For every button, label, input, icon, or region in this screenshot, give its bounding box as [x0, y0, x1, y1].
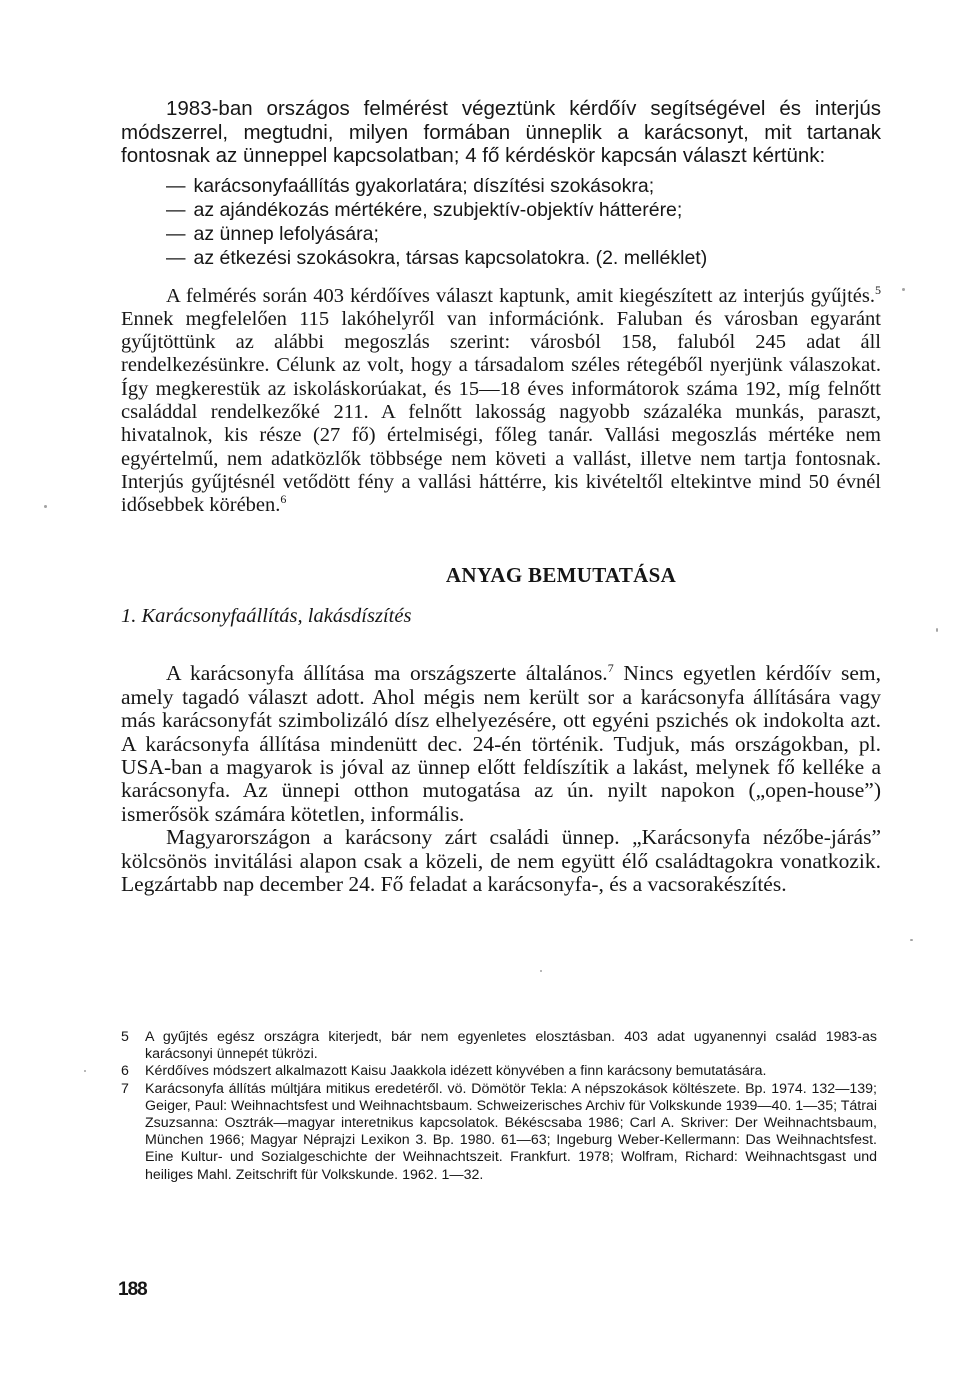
- footnote-number: 5: [121, 1029, 129, 1045]
- list-item: [166, 198, 881, 222]
- scan-speck: [936, 628, 938, 632]
- footnote-ref-5[interactable]: 5: [875, 282, 881, 297]
- dash-marker: —: [166, 174, 186, 197]
- list-item-text: az ajándékozás mértékére, szubjektív-objektív hátterére;: [193, 198, 683, 221]
- footnote-ref-7[interactable]: 7: [607, 661, 614, 676]
- christmas-tree-paragraph: [121, 662, 881, 826]
- list-item: [166, 222, 881, 246]
- list-item-text: az ünnep lefolyására;: [193, 223, 379, 246]
- scan-speck: [910, 939, 913, 941]
- dash-marker: —: [166, 198, 186, 221]
- footnote: [121, 1063, 877, 1080]
- list-item: [166, 246, 881, 270]
- list-item-text: karácsonyfaállítás gyakorlatára; díszítési szokásokra;: [193, 174, 655, 197]
- footnote-number: 7: [121, 1080, 129, 1097]
- footnote: [121, 1081, 877, 1184]
- christmas-tree-text-part1: A karácsonyfa állítása ma országszerte általános.: [166, 661, 608, 686]
- dash-marker: —: [166, 223, 186, 246]
- subsection-title: 1. Karácsonyfaállítás, lakásdíszítés: [121, 604, 412, 627]
- main-text: [121, 97, 881, 896]
- scan-speck: [44, 505, 47, 508]
- section-title: ANYAG BEMUTATÁSA: [445, 562, 677, 587]
- dash-marker: —: [166, 247, 186, 270]
- list-item-text: az étkezési szokásokra, társas kapcsolatokra. (2. melléklet): [193, 247, 708, 270]
- question-topics-list: [121, 174, 881, 271]
- survey-text-part1: A felmérés során 403 kérdőíves választ kaptunk, amit kiegészített az interjús gyűjtés.: [166, 284, 875, 307]
- list-item: [166, 174, 881, 198]
- page-number: 188: [118, 1279, 147, 1300]
- intro-paragraph: 1983-ban országos felmérést végeztünk kérdőív segítségével és interjús módszerrel, megtudni, milyen formában ünneplik a karácsonyt, mit tartanak fontosnak az ünneppel kapcsolatban; 4 fő kérdéskör kapcsán választ kértünk:: [121, 97, 881, 168]
- scan-speck: [84, 1070, 86, 1072]
- survey-text-part2: Ennek megfelelően 115 lakóhelyről van információnk. Faluban és városban egyaránt gyűjtöttünk az alábbi megoszlás szerint: városból 158, faluból 245 adat áll rendelkezésünkre. Célunk az volt, hogy a társadalom széles rétegéből nyerjünk válaszokat. Így megkerestük az iskoláskorúakat, és 15—18 éves informátorok száma 192, míg felnőtt családdal rendelkezőké 211. A felnőtt lakosság nagyobb százaléka munkás, paraszt, hivatalnok, kis része (27 fő) értelmiségi, főleg tanár. Vallási megoszlás mértéke nem egyértelmű, nem adatközlők többsége nem követi a vallást, illetve nem tartja fontosnak. Interjús gyűjtésnél vetődött fény a vallási háttérre, kis kivételtől eltekintve mind 50 évnél idősebbek körében.: [121, 307, 881, 517]
- christmas-tree-text-part2: Nincs egyetlen kérdőív sem, amely tagadó választ adott. Ahol mégis nem került sor a karácsonyfa állítására vagy más karácsonyfát szimbolizáló dísz elhelyezésére, ott egyéni pszichés ok indokolta azt. A karácsonyfa állítása mindenütt dec. 24-én történik. Tudjuk, más országokban, pl. USA-ban a magyarok is jóval az ünnep előtt feldíszítik a lakást, melynek fő kelléke a karácsonyfa. Az ünnepi otthon mutogatása az ún. nyilt napokon („open-house”) ismerősök számára kötetlen, informális.: [121, 661, 881, 826]
- footnote-text: Karácsonyfa állítás múltjára mitikus eredetéről. vö. Dömötör Tekla: A népszokások költészete. Bp. 1974. 132—139; Geiger, Paul: Weihnachtsfest und Weihnachtsbaum. Schweizerisches Archiv für Volkskunde 1939—40. 1—35; Tátrai Zsuzsanna: Osztrák—magyar interetnikus kapcsolatok. Békéscsaba 1986; Carl A. Skriver: Der Weihnachtsbaum, München 1966; Magyar Néprajzi Lexikon 3. Bp. 1980. 61—63; Ingeburg Weber-Kellermann: Das Weihnachtsfest. Eine Kultur- und Sozialgeschichte der Weihnachtszeit. Frankfurt. 1978; Wolfram, Richard: Weihnachtsgast und heiliges Mahl. Zeitschrift für Volkskunde. 1962. 1—32.: [145, 1080, 877, 1183]
- footnote-text: Kérdőíves módszert alkalmazott Kaisu Jaakkola idézett könyvében a finn karácsony bemutatására.: [145, 1063, 767, 1080]
- footnote-ref-6[interactable]: 6: [280, 492, 287, 507]
- footnote: [121, 1029, 877, 1063]
- family-holiday-paragraph: Magyarországon a karácsony zárt családi ünnep. „Karácsonyfa nézőbe-járás” kölcsönös invitálási alapon csak a közeli, de nem együtt élő családtagokra vonatkozik. Legzártabb nap december 24. Fő feladat a karácsonyfa-, és a vacsorakészítés.: [121, 825, 881, 897]
- scan-speck: [902, 288, 905, 291]
- footnotes: [121, 1029, 877, 1184]
- survey-paragraph: [121, 282, 881, 518]
- footnote-text: A gyűjtés egész országra kiterjedt, bár nem egyenletes elosztásban. 403 adat ugyanennyi család 1983-as karácsonyi ünnepét tükrözi.: [145, 1029, 877, 1063]
- footnote-number: 6: [121, 1063, 129, 1080]
- scan-speck: [540, 970, 542, 972]
